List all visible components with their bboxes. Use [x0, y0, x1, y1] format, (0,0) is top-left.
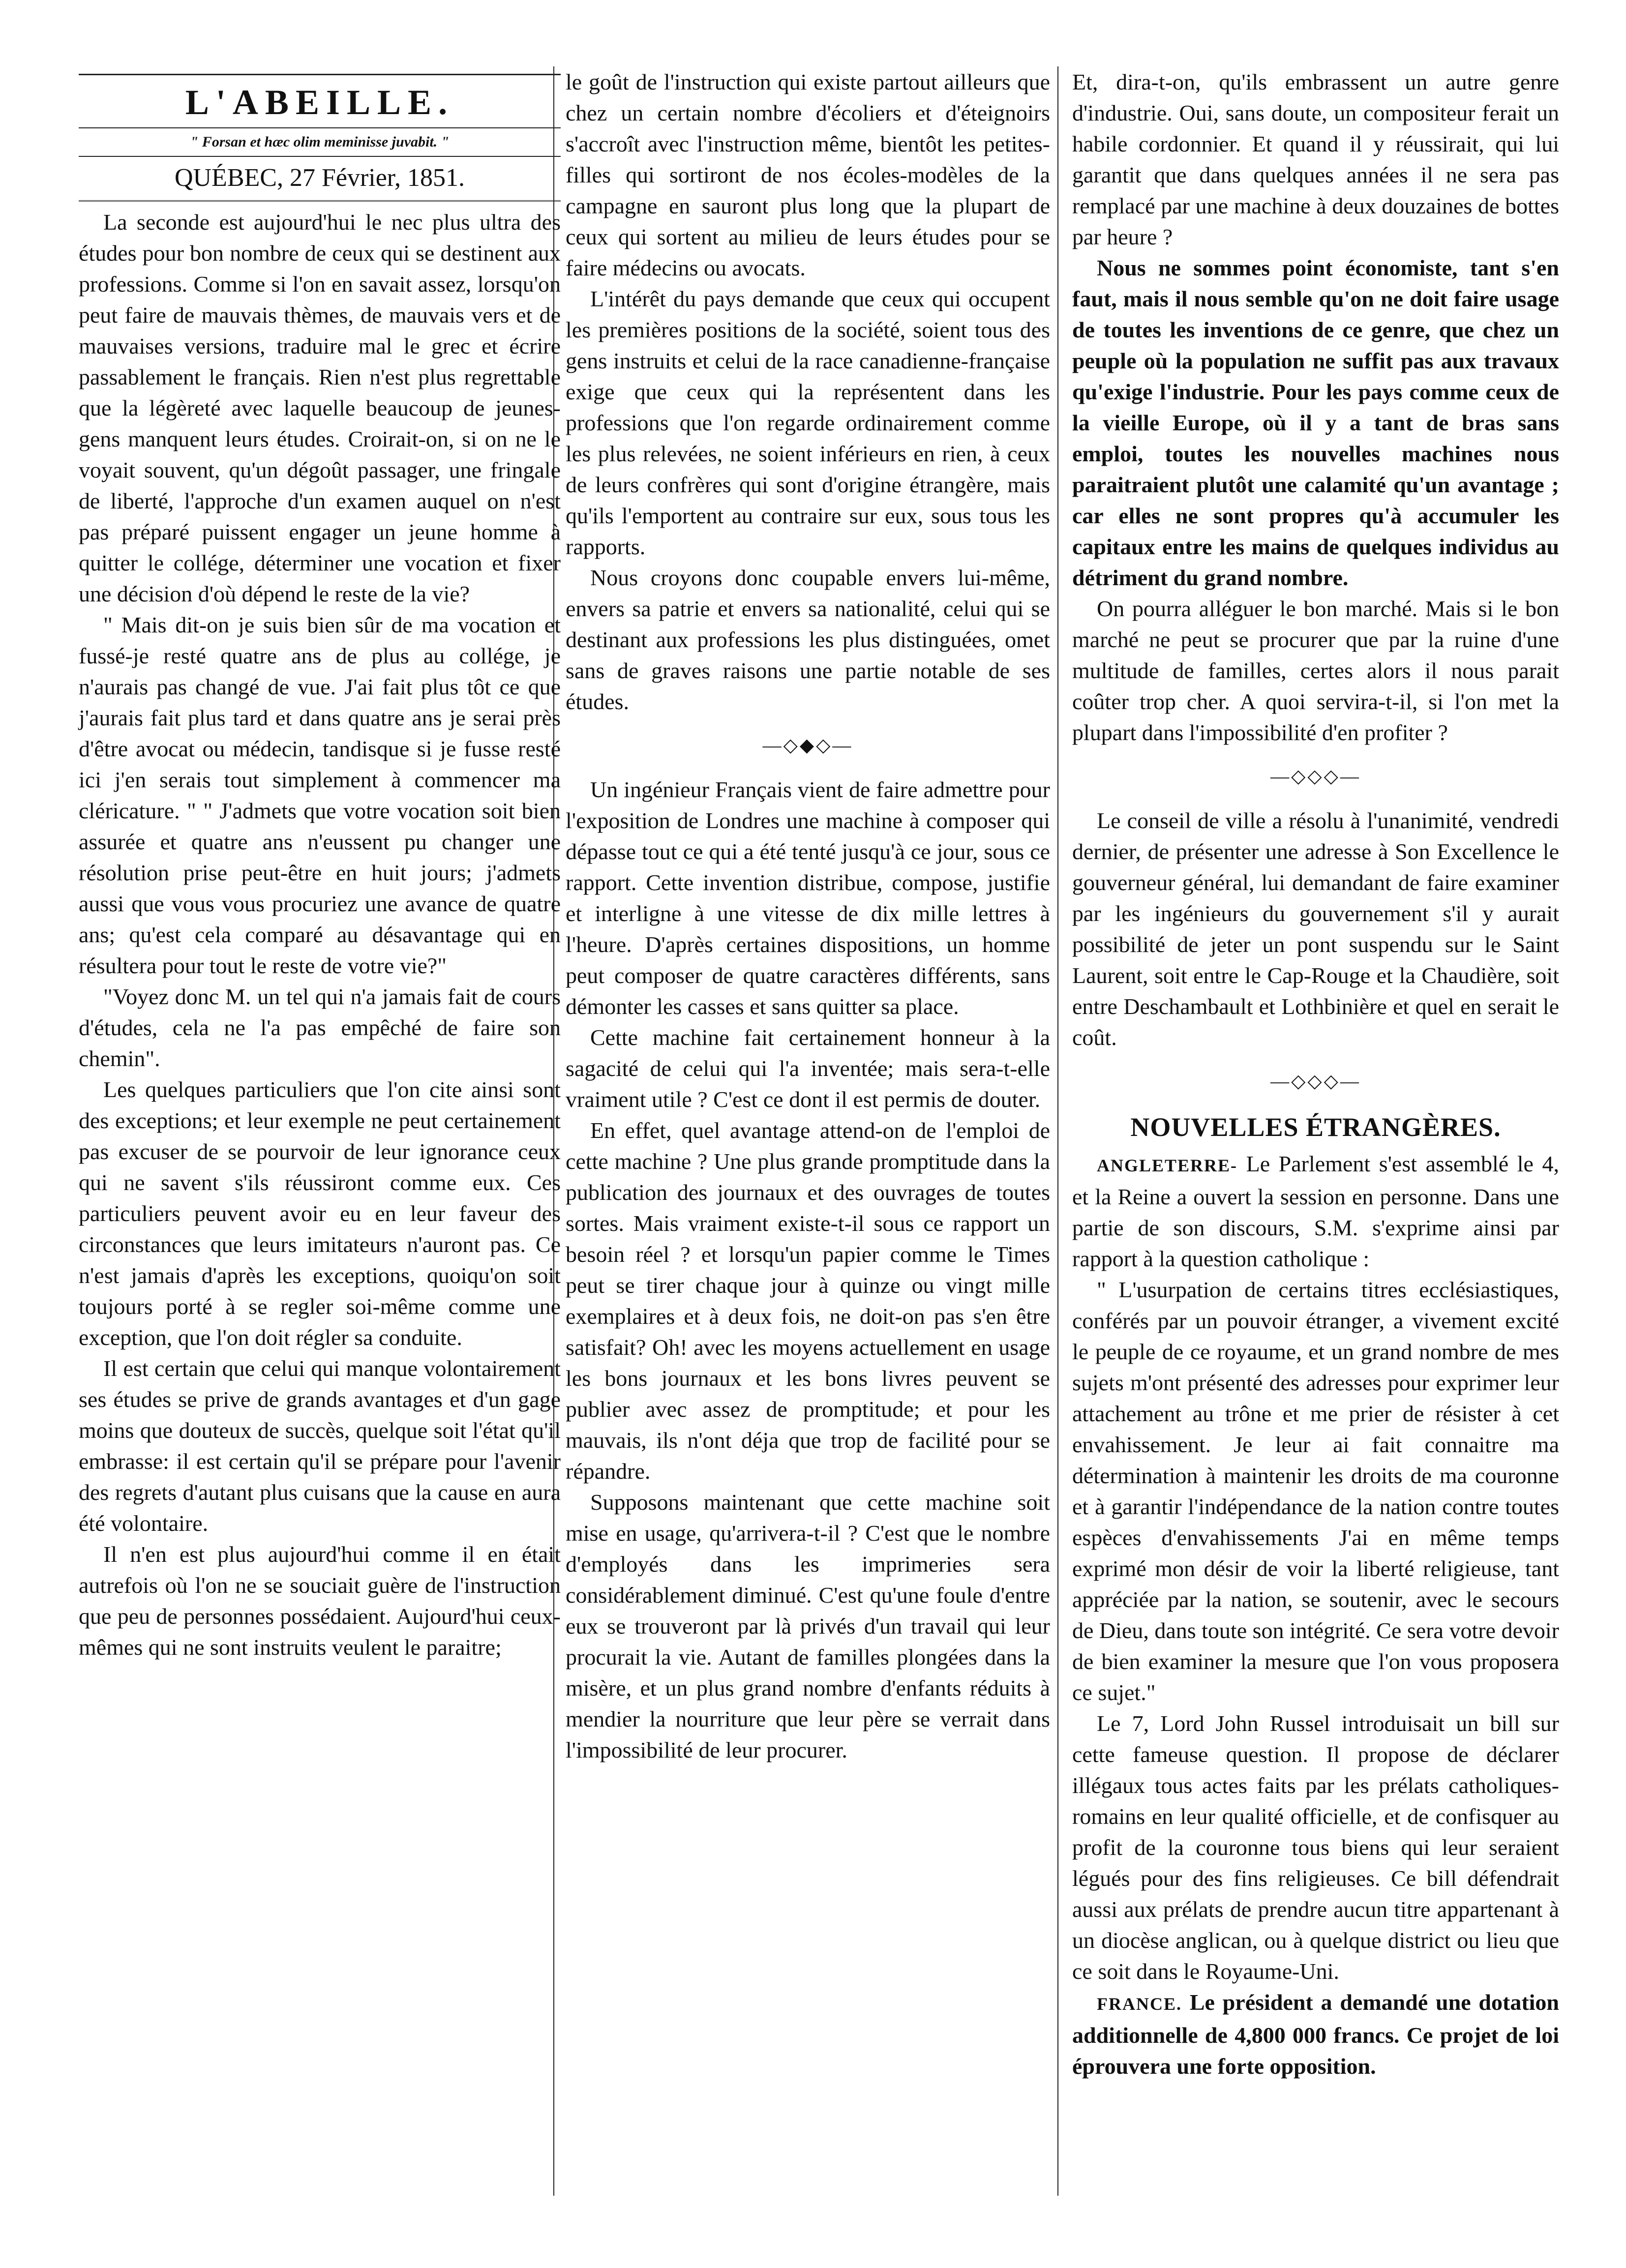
column-rule: [1057, 66, 1058, 2196]
paragraph: L'intérêt du pays demande que ceux qui occupent les premières positions de la société, soient tous des gens instruits et celui de la race canadienne-française exige que ceux qui la représentent dans les professions que l'on regarde ordinairement comme les plus relevées, ne soient inférieurs en rien, à ceux de leurs confrères qui sont d'origine étrangère, mais qu'ils l'emportent au contraire sur eux, sous tous les rapports.: [566, 286, 1050, 559]
paragraph: Les quelques particuliers que l'on cite ainsi sont des exceptions; et leur exemple ne peut certainement pas excuser de se pourvoir de leur ignorance ceux qui ne savent s'ils réussiront comme eux. Ces particuliers peuvent avoir eu en leur faveur des circonstances que leurs imitateurs n'auront pas. Ce n'est jamais d'après les exceptions, quoiqu'on soit toujours porté à se regler soi-même comme une exception, que l'on doit régler sa conduite.: [79, 1077, 561, 1350]
column-1: [79, 74, 561, 1663]
masthead-rule: [79, 74, 561, 75]
paragraph: Cette machine fait certainement honneur à la sagacité de celui qui l'a inventée; mais sera-t-elle vraiment utile ? C'est ce dont il est permis de douter.: [566, 1025, 1050, 1112]
ornament-separator: —◇◇◇—: [1270, 766, 1361, 787]
paragraph: Le 7, Lord John Russel introduisait un bill sur cette fameuse question. Il propose de déclarer illégaux tous actes faits par les prélats catholiques-romains en leur qualité officielle, et de confisquer au profit de la couronne tous biens qui leur seraient légués pour des fins religieuses. Ce bill défendrait aussi aux prélats de prendre aucun titre appartenant à un diocèse anglican, ou à quelque district ou lieu que ce soit dans le Royaume-Uni.: [1072, 1711, 1559, 1984]
paragraph: Supposons maintenant que cette machine soit mise en usage, qu'arrivera-t-il ? C'est que le nombre d'employés dans les imprimeries sera considérablement diminué. C'est qu'une foule d'entre eux se trouveront par là privés d'un travail qui leur procurait la vie. Autant de familles plongées dans la misère, et un plus grand nombre d'enfants réduits à mendier la nourriture que leur père se verrait dans l'impossibilité de leur procurer.: [566, 1490, 1050, 1762]
paragraph: En effet, quel avantage attend-on de l'emploi de cette machine ? Une plus grande promptitude dans la publication des journaux et des ouvrages de toutes sortes. Mais vraiment existe-t-il sous ce rapport un besoin réel ? et lorsqu'un papier comme le Times peut se tirer chaque jour à quinze ou vingt mille exemplaires et à deux fois, ne doit-on pas s'en être satisfait? Oh! avec les moyens actuellement en usage les bons journaux et les bons livres peuvent se publier avec assez de promptitude; et pour les mauvais, ils n'ont déja que trop de facilité pour se répandre.: [566, 1118, 1050, 1484]
masthead-date: QUÉBEC, 27 Février, 1851.: [79, 162, 561, 202]
masthead-title: L'ABEILLE.: [185, 83, 454, 122]
paragraph: La seconde est aujourd'hui le nec plus ultra des études pour bon nombre de ceux qui se destinent aux professions. Comme si l'on en savait assez, lorsqu'on peut faire de mauvais thèmes, de mauvais vers et de mauvaises versions, traduire mal le grec et écrire passablement le français. Rien n'est plus regrettable que la légèreté avec laquelle beaucoup de jeunes-gens manquent leurs études. Croirait-on, si on ne le voyait souvent, qu'un dégoût passager, une fringale de liberté, l'approche d'un examen auquel on n'est pas préparé puissent engager un jeune homme à quitter le collége, déterminer une vocation et fixer une décision d'où dépend le reste de la vie?: [79, 209, 561, 606]
news-item: [1072, 1148, 1559, 1274]
ornament-separator: —◇◆◇—: [762, 735, 853, 756]
country-label: FRANCE.: [1097, 1994, 1182, 2014]
paragraph: Nous croyons donc coupable envers lui-même, envers sa patrie et envers sa nationalité, celui qui se destinant aux professions les plus distinguées, omet sans de graves raisons une partie notable de ses études.: [566, 565, 1050, 714]
paragraph: le goût de l'instruction qui existe partout ailleurs que chez un certain nombre d'écoliers et d'éteignoirs s'accroît avec l'instruction même, bientôt les petites-filles qui sortiront de nos écoles-modèles de la campagne en sauront plus long que la plupart de ceux qui sortent au milieu de leurs études pour se faire médecins ou avocats.: [566, 69, 1050, 280]
paragraph: Et, dira-t-on, qu'ils embrassent un autre genre d'industrie. Oui, sans doute, un compositeur ferait un habile cordonnier. Et quand il y réussirait, qui lui garantit que dans quelques années il ne sera pas remplacé par une machine à deux douzaines de bottes par heure ?: [1072, 69, 1559, 249]
ornament-separator: —◇◇◇—: [1270, 1071, 1361, 1092]
paragraph: Un ingénieur Français vient de faire admettre pour l'exposition de Londres une machine à composer qui dépasse tout ce qui a été tenté jusqu'à ce jour, sous ce rapport. Cette invention distribue, compose, justifie et interligne à une vitesse de dix mille lettres à l'heure. D'après certaines dispositions, un homme peut composer de quatre caractères différents, sans démonter les casses et sans quitter sa place.: [566, 777, 1050, 1019]
masthead-motto: " Forsan et hæc olim meminisse juvabit. ": [79, 127, 561, 157]
news-text: Le président a demandé une dotation additionnelle de 4,800 000 francs. Ce projet de loi éprouvera une forte opposition.: [1072, 1990, 1560, 2079]
paragraph: Il est certain que celui qui manque volontairement ses études se prive de grands avantages et d'un gage moins que douteux de succès, quelque soit l'état qu'il embrasse: il est certain qu'il se prépare pour l'avenir des regrets d'autant plus cuisans que la cause en aura été volontaire.: [79, 1356, 561, 1536]
column-3: [1072, 66, 1559, 2082]
paragraph: "Voyez donc M. un tel qui n'a jamais fait de cours d'études, cela ne l'a pas empêché de faire son chemin".: [79, 984, 561, 1071]
news-text: Le Parlement s'est assemblé le 4, et la Reine a ouvert la session en personne. Dans une partie de son discours, S.M. s'exprime ainsi par rapport à la question catholique :: [1072, 1151, 1560, 1271]
paragraph: " L'usurpation de certains titres ecclésiastiques, conférés par un pouvoir étranger, a vivement excité le peuple de ce royaume, et un grand nombre de mes sujets m'ont présenté des adresses pour exprimer leur attachement au trône et me prier de résister à cet envahissement. Je leur ai fait connaitre ma détermination à maintenir les droits de ma couronne et à garantir l'indépendance de la nation contre toutes espèces d'envahissements J'ai en même temps exprimé mon désir de voir la liberté religieuse, tant appréciée par la nation, se soutenir, avec le secours de Dieu, dans toute son intégrité. Ce sera votre devoir de bien examiner la mesure que l'on vous proposera ce sujet.": [1072, 1277, 1559, 1705]
column-2: [566, 66, 1050, 1765]
paragraph: Il n'en est plus aujourd'hui comme il en était autrefois où l'on ne se souciait guère de l'instruction que peu de personnes possédaient. Aujourd'hui ceux-mêmes qui ne sont instruits veulent le paraitre;: [79, 1542, 561, 1660]
news-item: [1072, 1987, 1559, 2082]
paragraph: Le conseil de ville a résolu à l'unanimité, vendredi dernier, de présenter une adresse à Son Excellence le gouverneur général, lui demandant de faire examiner par les ingénieurs du gouvernement s'il y aurait possibilité de jeter un pont suspendu sur le Saint Laurent, soit entre le Cap-Rouge et la Chaudière, soit entre Deschambault et Lothbinière et quel en serait le coût.: [1072, 808, 1559, 1050]
country-label: ANGLETERRE-: [1097, 1156, 1238, 1175]
paragraph: Nous ne sommes point économiste, tant s'en faut, mais il nous semble qu'on ne doit faire usage de toutes les inventions de ce genre, que chez un peuple où la population ne suffit pas aux travaux qu'exige l'industrie. Pour les pays comme ceux de la vieille Europe, où il y a tant de bras sans emploi, toutes les nouvelles machines nous paraitraient plutôt une calamité qu'un avantage ; car elles ne sont propres qu'à accumuler les capitaux entre les mains de quelques individus au détriment du grand nombre.: [1072, 255, 1559, 590]
paragraph: On pourra alléguer le bon marché. Mais si le bon marché ne peut se procurer que par la ruine d'une multitude de familles, certes alors il nous parait coûter trop cher. A quoi servira-t-il, si l'on met la plupart dans l'impossibilité d'en profiter ?: [1072, 596, 1559, 745]
paragraph: " Mais dit-on je suis bien sûr de ma vocation et fussé-je resté quatre ans de plus au collége, je n'aurais pas changé de vue. J'ai fait plus tôt ce que j'aurais fait plus tard et dans quatre ans je serai près d'être avocat ou médecin, tandisque si je fusse resté ici j'en serais tout simplement à commencer ma cléricature. " " J'admets que votre vocation soit bien assurée et quatre ans n'eussent pu changer une résolution prise peut-être en huit jours; j'admets aussi que vous vous procuriez une avance de quatre ans; qu'est cela comparé au désavantage qui en résultera pour tout le reste de votre vie?": [79, 612, 561, 978]
section-title: NOUVELLES ÉTRANGÈRES.: [1130, 1112, 1501, 1142]
